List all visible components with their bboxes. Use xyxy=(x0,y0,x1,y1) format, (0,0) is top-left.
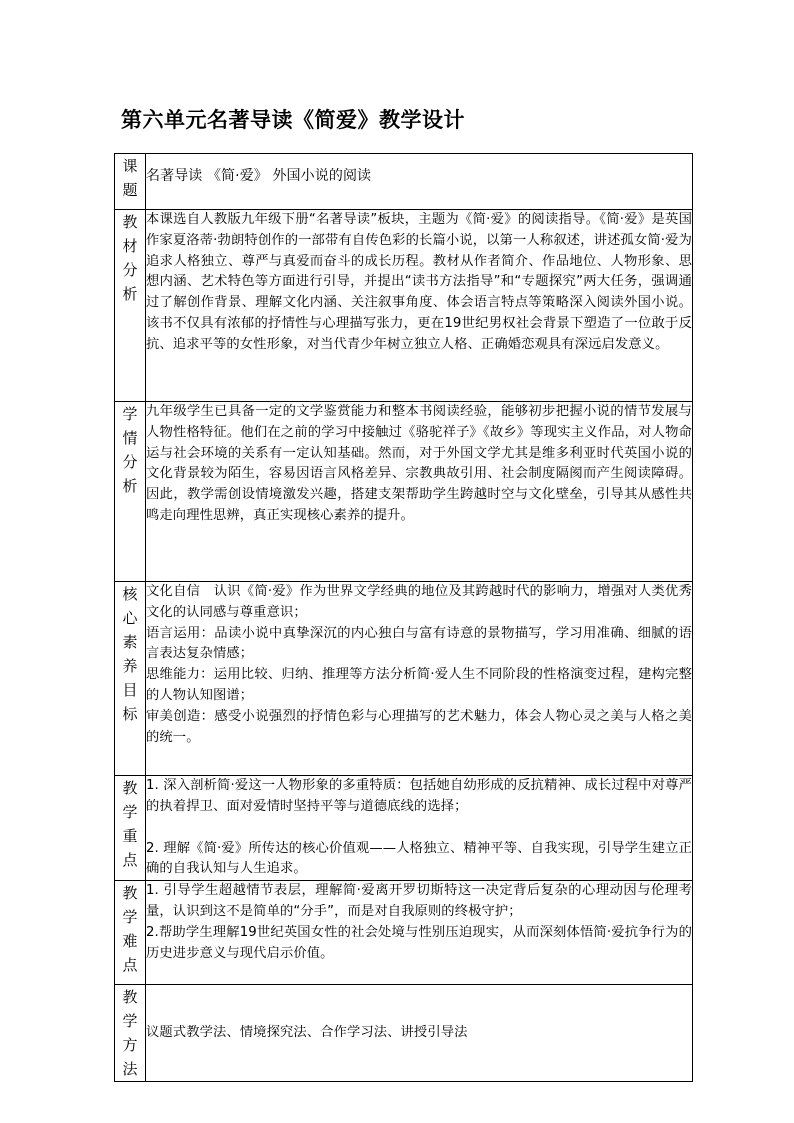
row-paragraph: 本课选自人教版九年级下册“名著导读”板块，主题为《简·爱》的阅读指导。《简·爱》是英国作家夏洛蒂·勃朗特创作的一部带有自传色彩的长篇小说，以第一人称叙述，讲述孤女简·爱为追求人格独立、尊严与真爱而奋斗的成长历程。教材从作者简介、作品地位、人物形象、思想内涵、艺术特色等方面进行引导，并提出“读书方法指导”和“专题探究”两大任务，强调通过了解创作背景、理解文化内涵、关注叙事角度、体会语言特点等策略深入阅读外国小说。该书不仅具有浓郁的抒情性与心理描写张力，更在19世纪男权社会背景下塑造了一位敢于反抗、追求平等的女性形象，对当代青少年树立独立人格、正确婚恋观具有深远启发意义。 xyxy=(146,212,692,352)
row-paragraph: 思维能力：运用比较、归纳、推理等方法分析简·爱人生不同阶段的性格演变过程，建构完整的人物认知图谱； xyxy=(146,667,692,703)
row-label: 教学方法 xyxy=(122,988,138,1079)
row-topic xyxy=(115,154,693,210)
row-paragraph: 1. 深入剖析简·爱这一人物形象的多重特质：包括她自幼形成的反抗精神、成长过程中对尊严的执着捍卫、面对爱情时坚持平等与道德底线的选择； xyxy=(146,778,692,814)
row-paragraph: 审美创造：感受小说强烈的抒情色彩与心理描写的艺术魅力，体会人物心灵之美与人格之美的统一。 xyxy=(146,708,692,745)
row-label: 核心素养目标 xyxy=(122,585,138,723)
row-paragraph: 语言运用：品读小说中真挚深沉的内心独白与富有诗意的景物描写，学习用准确、细腻的语言表达复杂情感； xyxy=(146,625,692,662)
row-content-cell xyxy=(146,154,693,210)
row-label-cell xyxy=(115,154,146,210)
row-learner-analysis xyxy=(115,402,693,582)
row-label: 课题 xyxy=(122,157,138,199)
lesson-plan-table xyxy=(114,153,693,1082)
row-label-cell xyxy=(115,582,146,776)
row-content-cell xyxy=(146,881,693,985)
row-content-cell xyxy=(146,776,693,881)
row-label: 教学难点 xyxy=(122,884,138,975)
row-label-cell xyxy=(115,985,146,1082)
row-material-analysis xyxy=(115,210,693,402)
row-paragraph: 名著导读 《简·爱》 外国小说的阅读 xyxy=(146,168,372,184)
row-content-cell xyxy=(146,985,693,1082)
row-paragraph: 2. 理解《简·爱》所传达的核心价值观——人格独立、精神平等、自我实现，引导学生建立正确的自我认知与人生追求。 xyxy=(146,840,692,877)
row-label-cell xyxy=(115,402,146,582)
row-label: 学情分析 xyxy=(122,405,138,495)
row-content-cell xyxy=(146,210,693,402)
row-paragraph xyxy=(146,818,692,839)
row-label: 教材分析 xyxy=(122,213,138,303)
row-paragraph: 1. 引导学生超越情节表层，理解简·爱离开罗切斯特这一决定背后复杂的心理动因与伦理考量，认识到这不是简单的“分手”，而是对自我原则的终极守护； xyxy=(146,883,692,919)
row-content-cell xyxy=(146,582,693,776)
row-label-cell xyxy=(115,881,146,985)
row-label-cell xyxy=(115,776,146,881)
row-core-goals xyxy=(115,582,693,776)
row-paragraph: 2.帮助学生理解19世纪英国女性的社会处境与性别压迫现实，从而深刻体悟简·爱抗争行为的历史进步意义与现代启示价值。 xyxy=(146,924,692,961)
row-difficult-points xyxy=(115,881,693,985)
document-title: 第六单元名著导读《简爱》教学设计 xyxy=(121,108,465,132)
row-paragraph: 九年级学生已具备一定的文学鉴赏能力和整本书阅读经验，能够初步把握小说的情节发展与人物性格特征。他们在之前的学习中接触过《骆驼祥子》《故乡》等现实主义作品，对人物命运与社会环境的关系有一定认知基础。然而，对于外国文学尤其是维多利亚时代英国小说的文化背景较为陌生，容易因语言风格差异、宗教典故引用、社会制度隔阂而产生阅读障碍。因此，教学需创设情境激发兴趣，搭建支架帮助学生跨越时空与文化壁垒，引导其从感性共鸣走向理性思辨，真正实现核心素养的提升。 xyxy=(146,404,692,523)
row-label-cell xyxy=(115,210,146,402)
row-key-points xyxy=(115,776,693,881)
row-paragraph: 议题式教学法、情境探究法、合作学习法、讲授引导法 xyxy=(146,1024,468,1040)
row-content-cell xyxy=(146,402,693,582)
row-paragraph: 文化自信 认识《简·爱》作为世界文学经典的地位及其跨越时代的影响力，增强对人类优秀文化的认同感与尊重意识； xyxy=(146,584,692,620)
row-label: 教学重点 xyxy=(122,779,138,869)
row-teaching-methods xyxy=(115,985,693,1082)
